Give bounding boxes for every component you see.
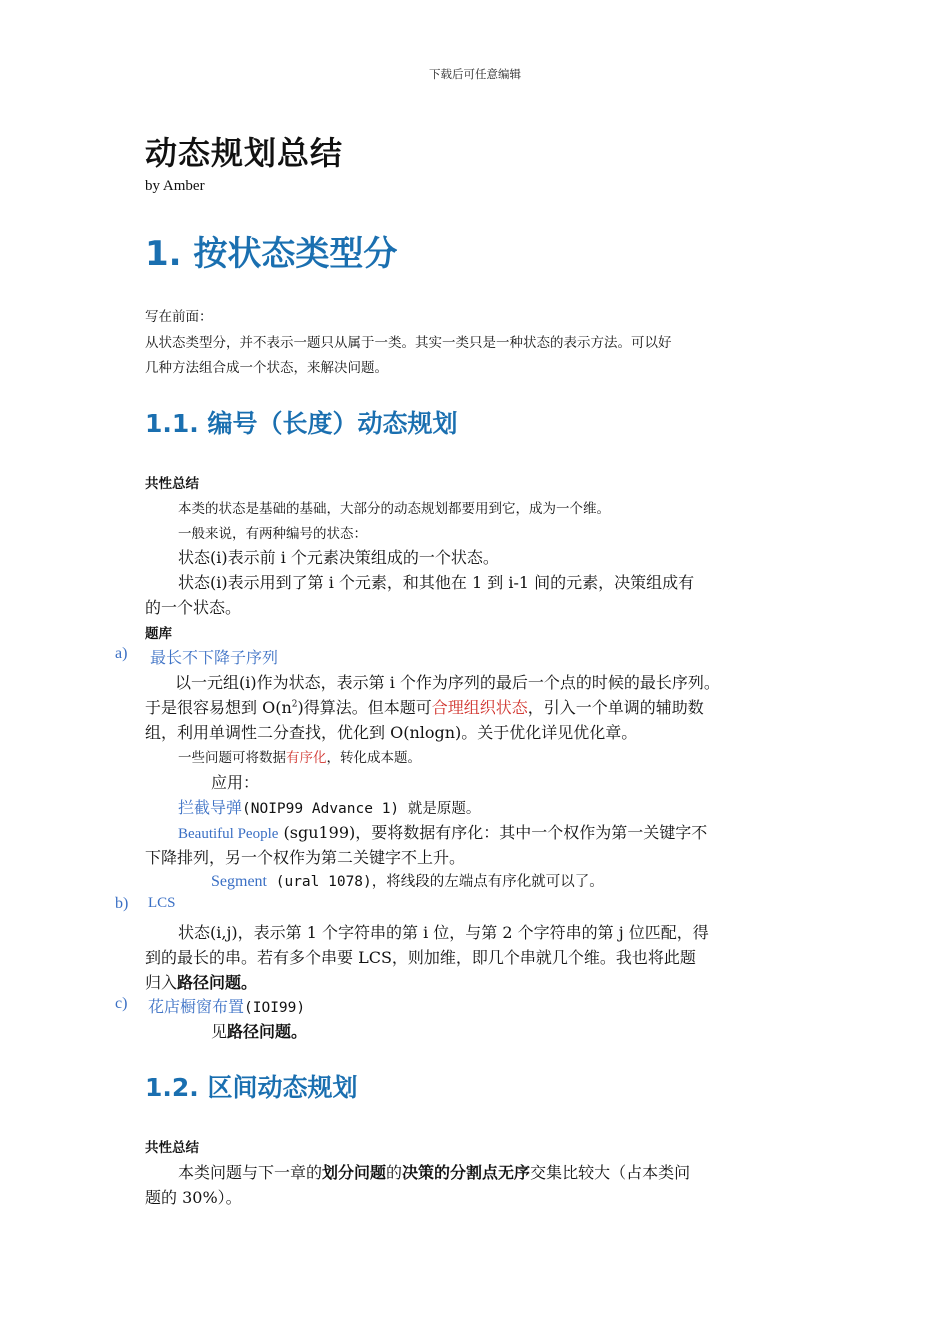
flower-shop-link[interactable]: 花店橱窗布置 bbox=[148, 997, 245, 1016]
lis-line-2-text-c: ，引入一个单调的辅助数 bbox=[527, 698, 704, 717]
document-title: 动态规划总结 bbox=[145, 134, 344, 172]
lis-line-2-text-a: 于是很容易想到 O(n bbox=[145, 698, 292, 717]
application-2-rest: (sgu199)，要将数据有序化：其中一个权作为第一关键字不 bbox=[278, 823, 708, 842]
unordered-split-ref: 决策的分割点无序 bbox=[402, 1163, 531, 1182]
common-summary-label-2: 共性总结 bbox=[145, 1140, 199, 1156]
lis-line-4-text-a: 一些问题可将数据 bbox=[178, 750, 286, 766]
lis-superscript: 2 bbox=[291, 699, 298, 710]
partition-problem-ref: 划分问题 bbox=[322, 1163, 387, 1182]
heading-1-2: 1.2. 区间动态规划 bbox=[145, 1073, 358, 1102]
lis-line-4-text-b: ，转化成本题。 bbox=[326, 750, 421, 766]
path-problem-ref-2: 路径问题。 bbox=[227, 1022, 308, 1041]
common-summary-label: 共性总结 bbox=[145, 476, 199, 492]
flower-shop-line-1 bbox=[211, 1019, 307, 1042]
s12-text-e: 交集比较大（占本类问 bbox=[530, 1163, 691, 1182]
list-marker-a: a) bbox=[115, 645, 128, 662]
author-line: by Amber bbox=[145, 178, 205, 194]
lis-line-3: 组，利用单调性二分查找，优化到 O(nlogn)。关于优化详见优化章。 bbox=[145, 723, 638, 742]
s12-text-a: 本类问题与下一章的 bbox=[178, 1163, 323, 1182]
flower-shop-source: (IOI99) bbox=[244, 1000, 306, 1016]
s12-paragraph-2: 题的 30%）。 bbox=[145, 1188, 242, 1207]
application-1 bbox=[178, 795, 480, 818]
lis-line-2 bbox=[145, 695, 704, 718]
problem-lis-link[interactable]: 最长不下降子序列 bbox=[150, 648, 279, 667]
page-header: 下载后可任意编辑 bbox=[429, 67, 521, 81]
lcs-line-3 bbox=[145, 970, 257, 993]
heading-1: 1. 按状态类型分 bbox=[145, 234, 398, 274]
lis-highlight-organize-state: 合理组织状态 bbox=[431, 698, 528, 717]
s11-paragraph-3: 状态(i)表示前 i 个元素决策组成的一个状态。 bbox=[178, 548, 499, 567]
segment-link[interactable]: Segment bbox=[211, 873, 267, 890]
s11-paragraph-4a: 状态(i)表示用到了第 i 个元素，和其他在 1 到 i-1 间的元素，决策组成有 bbox=[178, 573, 695, 592]
list-marker-b: b) bbox=[115, 895, 129, 912]
list-marker-c: c) bbox=[115, 995, 128, 1012]
problem-bank-label: 题库 bbox=[145, 626, 172, 642]
s12-paragraph-1 bbox=[178, 1160, 690, 1183]
heading-1-1: 1.1. 编号（长度）动态规划 bbox=[145, 409, 458, 438]
lcs-line-1: 状态(i,j)，表示第 1 个字符串的第 i 位，与第 2 个字符串的第 j 位匹配，得 bbox=[178, 923, 709, 942]
application-label: 应用： bbox=[211, 773, 260, 792]
application-2 bbox=[178, 820, 707, 843]
missile-intercept-link[interactable]: 拦截导弹 bbox=[178, 798, 243, 817]
lis-line-2-text-b: )得算法。但本题可 bbox=[297, 698, 432, 717]
lcs-line-2: 到的最长的串。若有多个串要 LCS，则加维，即几个串就几个维。我也将此题 bbox=[145, 948, 696, 967]
s12-text-c: 的 bbox=[386, 1163, 403, 1182]
lis-highlight-ordering: 有序化 bbox=[286, 750, 327, 766]
intro-line-2: 几种方法组合成一个状态，来解决问题。 bbox=[145, 360, 388, 376]
application-3-rest: (ural 1078)，将线段的左端点有序化就可以了。 bbox=[267, 874, 604, 890]
s11-paragraph-1: 本类的状态是基础的基础，大部分的动态规划都要用到它，成为一个维。 bbox=[178, 501, 610, 517]
problem-lcs-link[interactable]: LCS bbox=[148, 895, 176, 911]
s11-paragraph-4b: 的一个状态。 bbox=[145, 598, 242, 617]
lcs-line-3-text: 归入 bbox=[145, 973, 178, 992]
application-1-rest: (NOIP99 Advance 1) 就是原题。 bbox=[242, 801, 481, 817]
intro-label: 写在前面： bbox=[145, 309, 213, 325]
intro-line-1: 从状态类型分，并不表示一题只从属于一类。其实一类只是一种状态的表示方法。可以好 bbox=[145, 335, 672, 351]
flower-shop-see: 见 bbox=[211, 1022, 228, 1041]
beautiful-people-link[interactable]: Beautiful People bbox=[178, 826, 279, 842]
problem-flower-shop bbox=[148, 994, 305, 1017]
application-3 bbox=[211, 870, 604, 891]
s11-paragraph-2: 一般来说，有两种编号的状态： bbox=[178, 526, 367, 542]
path-problem-ref: 路径问题。 bbox=[177, 973, 258, 992]
lis-line-1: 以一元组(i)作为状态，表示第 i 个作为序列的最后一个点的时候的最长序列。 bbox=[175, 673, 720, 692]
lis-line-4 bbox=[178, 746, 421, 766]
application-2-line-2: 下降排列，另一个权作为第二关键字不上升。 bbox=[145, 848, 466, 867]
